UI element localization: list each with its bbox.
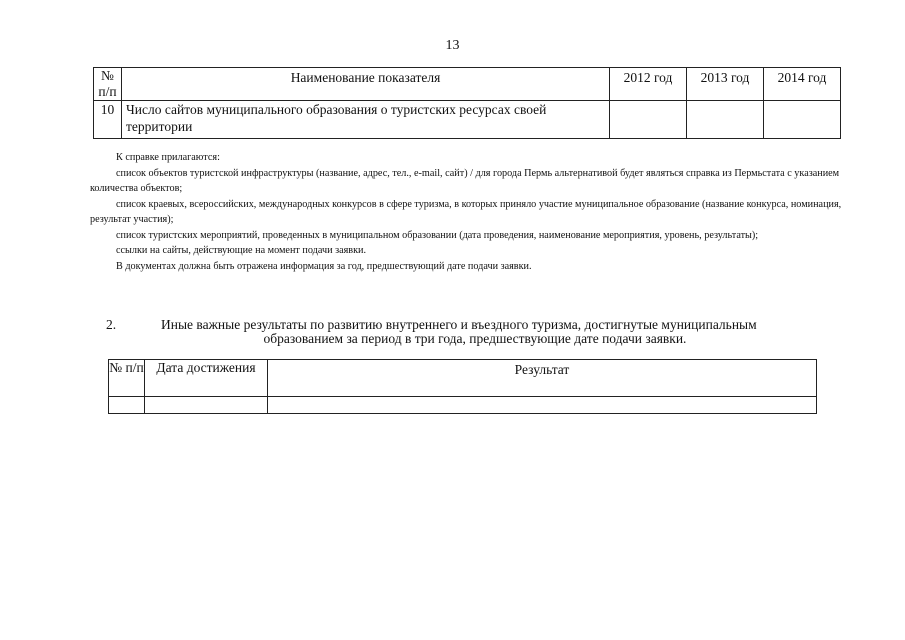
table-row bbox=[94, 101, 841, 139]
attachment-item: список туристских мероприятий, проведенных в муниципальном образовании (дата проведения, наименование мероприятия, уровень, результаты); bbox=[116, 229, 759, 241]
attachment-item: список объектов туристской инфраструктуры (название, адрес, тел., e-mail, сайт) / для города Пермь альтернативой будет являться справка из Пермьстата с указанием количества объектов; bbox=[90, 167, 840, 194]
empty-cell bbox=[268, 397, 817, 414]
header-date: Дата достижения bbox=[145, 360, 268, 397]
section-title-line-1: Иные важные результаты по развитию внутреннего и въездного туризма, достигнутые муниципальным bbox=[161, 317, 757, 332]
row-value-2014 bbox=[764, 101, 841, 139]
section-number: 2. bbox=[106, 317, 117, 332]
attachment-item: ссылки на сайты, действующие на момент подачи заявки. bbox=[116, 245, 367, 256]
attachments-footer: В документах должна быть отражена информация за год, предшествующий дате подачи заявки. bbox=[116, 260, 532, 272]
header-indicator-name: Наименование показателя bbox=[122, 68, 610, 101]
table-row bbox=[109, 397, 817, 414]
empty-cell bbox=[145, 397, 268, 414]
table-header-row bbox=[109, 360, 817, 397]
row-value-2013 bbox=[687, 101, 764, 139]
header-number: № п/п bbox=[109, 360, 145, 397]
header-year-2014: 2014 год bbox=[764, 68, 841, 101]
section-title-line-2: образованием за период в три года, предшествующие дате подачи заявки. bbox=[263, 331, 687, 346]
header-number: № п/п bbox=[94, 68, 122, 101]
row-value-2012 bbox=[610, 101, 687, 139]
row-number: 10 bbox=[94, 101, 122, 139]
attachments-note bbox=[90, 150, 860, 274]
page-number: 13 bbox=[445, 38, 460, 53]
empty-cell bbox=[109, 397, 145, 414]
header-year-2012: 2012 год bbox=[610, 68, 687, 101]
header-year-2013: 2013 год bbox=[687, 68, 764, 101]
indicators-table bbox=[93, 67, 841, 139]
table-header-row bbox=[94, 68, 841, 101]
header-result: Результат bbox=[268, 360, 817, 397]
row-indicator-name: Число сайтов муниципального образования о туристских ресурсах своей территории bbox=[122, 101, 610, 139]
results-table bbox=[108, 359, 817, 414]
attachment-item: список краевых, всероссийских, международных конкурсов в сфере туризма, в которых приняло участие муниципальное образование (название конкурса, номинация, результат участия); bbox=[90, 198, 842, 225]
attachments-intro: К справке прилагаются: bbox=[116, 152, 220, 163]
